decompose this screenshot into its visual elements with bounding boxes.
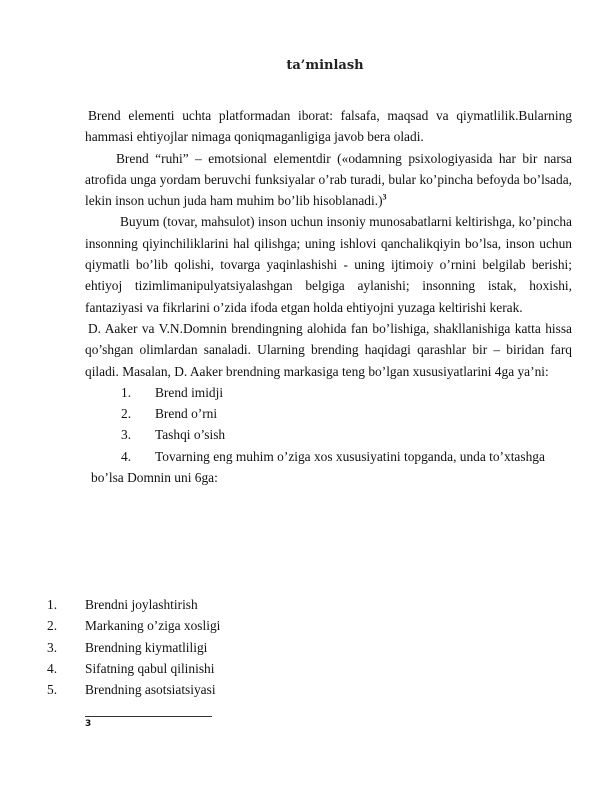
list-item-text: Tashqi o’sish xyxy=(155,427,226,443)
list-continuation: bo’lsa Domnin uni 6ga: xyxy=(91,470,218,486)
list-item xyxy=(85,382,572,403)
body-text xyxy=(85,105,572,488)
footnote-number: 3 xyxy=(85,719,92,729)
list-item xyxy=(85,403,572,424)
list-item-text: Sifatning qabul qilinishi xyxy=(85,660,215,676)
domnin-list xyxy=(47,594,220,700)
paragraph-brand-spirit xyxy=(85,148,572,212)
list-item xyxy=(47,594,220,615)
list-item-number: 4. xyxy=(47,660,58,676)
list-item-text: Brend o’rni xyxy=(155,406,218,422)
aaker-list xyxy=(85,382,572,467)
paragraph-brand-spirit-text: Brend “ruhi” – emotsional elementdir («odamning psixologiyasida har bir narsa atrofida unga yordam beruvchi funksiyalar o’rab turadi, bular ko’pincha befoyda bo’lsada, lekin inson uchun juda ham muhim bo’lib hisoblanadi.) xyxy=(85,150,572,209)
section-heading: ta’minlash xyxy=(286,58,364,73)
list-item-number: 2. xyxy=(47,618,58,634)
paragraph-brand-elements: Brend elementi uchta platformadan iborat: falsafa, maqsad va qiymatlilik.Bularning hammasi ehtiyojlar nimaga qoniqmaganligiga javob bera oladi. xyxy=(85,108,572,145)
list-item-text: Tovarning eng muhim o’ziga xos xususiyatini topganda, unda to’xtashga xyxy=(155,448,545,464)
list-item xyxy=(47,679,220,700)
list-item-number: 1. xyxy=(47,597,58,612)
list-item-text: Markaning o’ziga xosligi xyxy=(85,618,221,634)
list-item-number: 2. xyxy=(121,406,132,422)
list-item-number: 1. xyxy=(121,384,132,400)
list-item xyxy=(47,637,220,658)
list-item-number: 3. xyxy=(121,427,132,443)
list-item-number: 5. xyxy=(47,682,58,698)
list-item xyxy=(47,658,220,679)
footnote-reference: 3 xyxy=(382,192,387,202)
list-item-number: 4. xyxy=(121,448,132,464)
list-item xyxy=(85,424,572,445)
paragraph-product: Buyum (tovar, mahsulot) inson uchun insoniy munosabatlarni keltirishga, ko’pincha insonning qiyinchiliklarini hal qilishga; uning ishlovi qanchalikqiyin bo’lsa, inson uchun qiymatli bo’lib qolishi, tovarga yaqinlashishi - uning ijtimoiy o’rnini belgilab berishi; ehtiyoj tizimlimanipulyatsiyalashgan belgiga aylanishi; insonning istak, hoxishi, fantaziyasi va fikrlarini o’zida ifoda etgan holda ehtiyojni yuzaga keltirishi kerak. xyxy=(85,214,572,315)
footnote-divider xyxy=(85,716,212,717)
list-item-text: Brendni joylashtirish xyxy=(85,597,198,612)
list-item xyxy=(85,446,572,467)
paragraph-aaker-domnin: D. Aaker va V.N.Domnin brendingning alohida fan bo’lishiga, shakllanishiga katta hissa qo’shgan olimlardan sanaladi. Ularning brending haqidagi qarashlar bir – biridan farq qiladi. Masalan, D. Aaker brendning markasiga teng bo’lgan xususiyatlarini 4ga ya’ni: xyxy=(85,320,572,379)
list-item-text: Brend imidji xyxy=(155,384,224,400)
list-item xyxy=(47,615,220,636)
list-item-number: 3. xyxy=(47,639,58,655)
list-item-text: Brendning asotsiatsiyasi xyxy=(85,682,216,698)
list-item-text: Brendning kiymatliligi xyxy=(85,639,208,655)
